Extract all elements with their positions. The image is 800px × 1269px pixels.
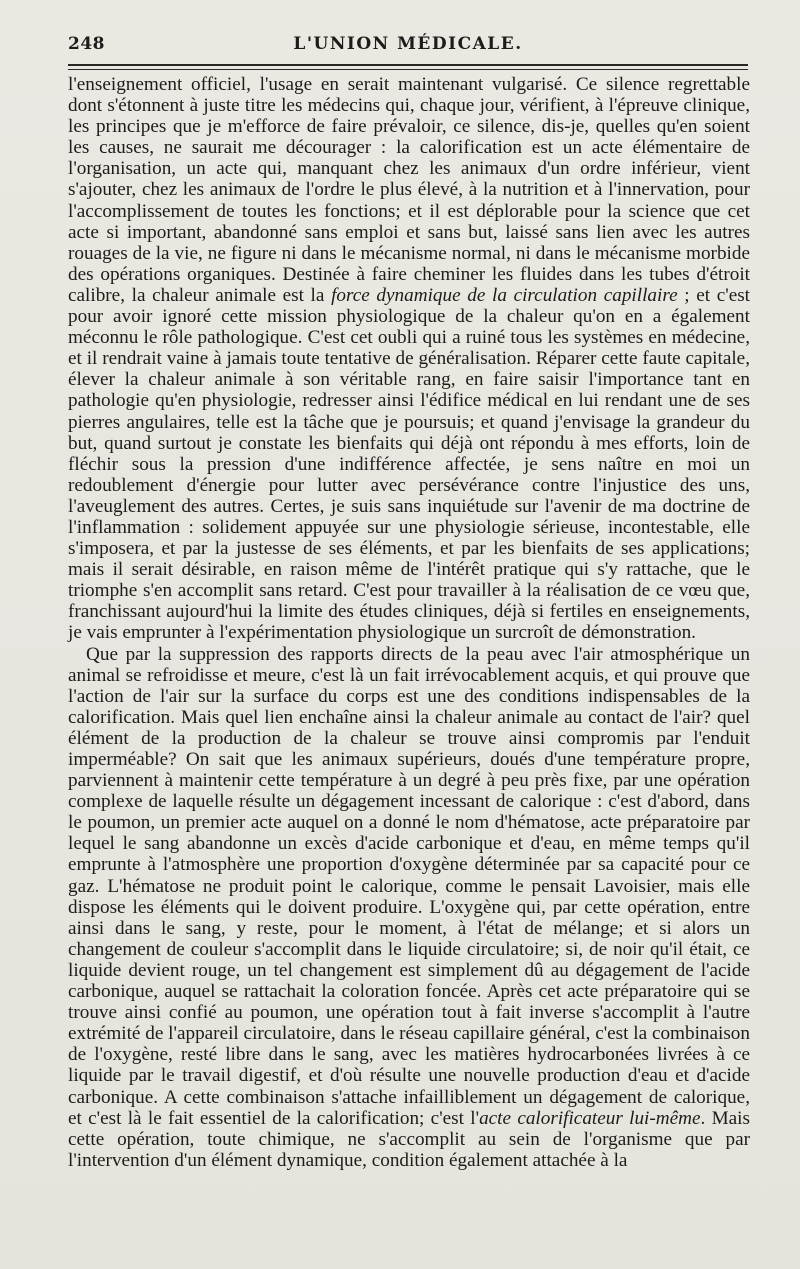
italic-phrase: acte calorificateur lui-même: [479, 1107, 701, 1129]
italic-phrase: force dynamique de la circulation capillaire: [331, 284, 678, 306]
page-number: 248: [68, 34, 105, 54]
running-title: L'UNION MÉDICALE.: [293, 34, 523, 54]
text-run: ; et c'est pour avoir ignoré cette mission physiologique de la chaleur qu'on en a également méconnu le rôle pathologique. C'est cet oubli qui a ruiné tous les systèmes en médecine, et il rendrait vaine à jamais toute tentative de généralisation. Réparer cette faute capitale, élever la chaleur animale à son véritable rang, en faire saisir l'importance tant en pathologie qu'en physiologie, redresser ainsi l'édifice médical en lui rendant une de ses pierres angulaires, telle est la tâche que je poursuis; et quand j'envisage la grandeur du but, quand surtout je constate les bienfaits qui déjà ont répondu à mes efforts, loin de fléchir sous la pression d'une indifférence affectée, je sens naître en moi un redoublement d'énergie pour lutter avec persévérance contre l'injustice des uns, l'aveuglement des autres. Certes, je suis sans inquiétude sur l'avenir de ma doctrine de l'inflammation : solidement appuyée sur une physiologie sérieuse, incontestable, elle s'imposera, et par la justesse de ses éléments, et par les bienfaits de ses applications; mais il serait désirable, en raison même de l'intérêt pratique qui s'y rattache, que le triomphe s'en accomplit sans retard. C'est pour travailler à la réalisation de ce vœu que, franchissant aujourd'hui la limite des études cliniques, déjà si fertiles en enseignements, je vais emprunter à l'expérimentation physiologique un surcroît de démonstration.: [68, 284, 751, 644]
paragraph-2: [68, 644, 750, 1171]
text-run: . Mais cette opération, toute chimique, ne s'accomplit au sein de l'organisme que par l'intervention d'un élément dynamique, condition également attachée à la: [68, 1107, 750, 1171]
text-run: l'enseignement officiel, l'usage en serait maintenant vulgarisé. Ce silence regrettable dont s'étonnent à juste titre les médecins qui, chaque jour, vérifient, à l'épreuve clinique, les principes que je m'efforce de faire prévaloir, ce silence, dis-je, quelles qu'en soient les causes, ne saurait me décourager : la calorification est un acte élémentaire de l'organisation, un acte qui, manquant chez les animaux d'un ordre inférieur, vient s'ajouter, chez les animaux de l'ordre le plus élevé, à la nutrition et à l'innervation, pour l'accomplissement de toutes les fonctions; et il est déplorable pour la science que cet acte si important, abandonné sans emploi et sans but, laissé sans lien avec les autres rouages de la vie, ne figure ni dans le mécanisme normal, ni dans le mécanisme morbide des opérations organiques. Destinée à faire cheminer les fluides dans les tubes d'étroit calibre, la chaleur animale est la: [68, 74, 750, 306]
page-header: [68, 32, 748, 60]
text-run: Que par la suppression des rapports directs de la peau avec l'air atmosphérique un animal se refroidisse et meure, c'est là un fait irrévocablement acquis, et qui prouve que l'action de l'air sur la surface du corps est une des conditions indispensables de la calorification. Mais quel lien enchaîne ainsi la chaleur animale au contact de l'air? quel élément de la production de la chaleur se trouve ainsi compromis par l'enduit imperméable? On sait que les animaux supérieurs, doués d'une température propre, parviennent à maintenir cette température à un degré à peu près fixe, par une opération complexe de laquelle résulte un dégagement incessant de calorique : c'est d'abord, dans le poumon, un premier acte auquel on a donné le nom d'hématose, acte préparatoire par lequel le sang abandonne un excès d'acide carbonique et d'eau, en même temps qu'il emprunte à l'atmosphère une proportion d'oxygène déterminée par sa capacité pour ce gaz. L'hématose ne produit point le calorique, comme le pensait Lavoisier, mais elle dispose les éléments qui le doivent produire. L'oxygène qui, par cette opération, entre ainsi dans le sang, y reste, pour le moment, à l'état de mélange; et si alors un changement de couleur s'accomplit dans le liquide circulatoire; si, de noir qu'il était, ce liquide devient rouge, un tel changement est simplement dû au dégagement de l'acide carbonique, auquel se rattachait la coloration foncée. Après cet acte préparatoire qui se trouve ainsi confié au poumon, une opération tout à fait inverse s'accomplit à l'autre extrémité de l'appareil circulatoire, dans le réseau capillaire général, c'est la combinaison de l'oxygène, resté libre dans le sang, avec les matières hydrocarbonées livrées à ce liquide par le travail digestif, et d'où résulte une nouvelle production d'eau et d'acide carbonique. A cette combinaison s'attache infailliblement un dégagement de calorique, et c'est là le fait essentiel de la calorification; c'est l': [68, 643, 750, 1129]
paragraph-1: [68, 74, 750, 644]
body-text: [68, 74, 750, 1171]
header-rule: [68, 64, 748, 66]
